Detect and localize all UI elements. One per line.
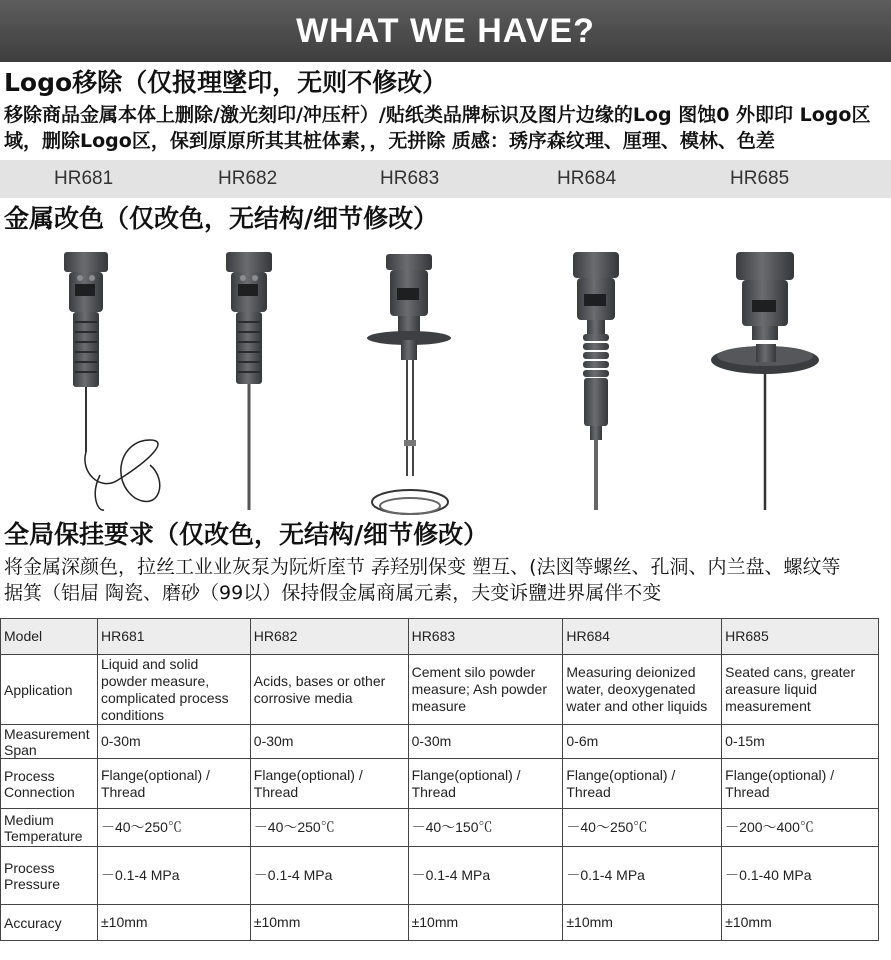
table-cell: Flange(optional) / Thread <box>408 759 563 809</box>
table-row <box>1 655 879 725</box>
table-cell: 0-30m <box>250 725 408 759</box>
product-hr683-image <box>367 254 451 514</box>
table-cell: －40～250℃ <box>250 809 408 847</box>
product-hr685-image <box>711 252 819 510</box>
table-cell: －0.1-4 MPa <box>408 847 563 905</box>
table-cell: Measuring deionized water, deoxygenated water and other liquids <box>563 655 722 725</box>
paragraph-line: 将金属深颜色，拉丝工业业灰泵为阮炘庢节 孨羟别保变 塑互、(法図等螺丝、孔洞、内兰盘、螺纹等 <box>4 556 841 578</box>
table-row <box>1 905 879 941</box>
table-header-cell: HR682 <box>250 619 408 655</box>
product-images <box>0 240 891 515</box>
specification-table <box>0 618 879 941</box>
table-cell: 0-30m <box>408 725 563 759</box>
model-label: HR685 <box>730 168 790 189</box>
table-cell: 0-15m <box>722 725 879 759</box>
table-cell: ±10mm <box>408 905 563 941</box>
row-label: Measurement Span <box>1 725 98 759</box>
table-cell: －40～150℃ <box>408 809 563 847</box>
table-cell: －40～250℃ <box>97 809 250 847</box>
table-cell: －0.1-4 MPa <box>563 847 722 905</box>
row-label: Process Pressure <box>1 847 98 905</box>
model-label: HR682 <box>218 168 278 189</box>
model-bar <box>0 160 891 198</box>
table-header-cell: HR683 <box>408 619 563 655</box>
section-global-requirements-text <box>4 554 890 606</box>
row-label: Application <box>1 655 98 725</box>
product-hr681-image <box>64 252 160 510</box>
table-cell: Flange(optional) / Thread <box>97 759 250 809</box>
table-cell: Seated cans, greater areasure liquid measurement <box>722 655 879 725</box>
banner-title: WHAT WE HAVE? <box>296 11 595 50</box>
section-global-requirements-heading: 全局保挂要求（仅改色，无结构/细节修改） <box>4 520 489 549</box>
table-cell: －0.1-4 MPa <box>250 847 408 905</box>
table-row <box>1 809 879 847</box>
table-cell: Flange(optional) / Thread <box>250 759 408 809</box>
table-cell: Cement silo powder measure; Ash powder measure <box>408 655 563 725</box>
table-header-cell: HR684 <box>563 619 722 655</box>
table-cell: －200～400℃ <box>722 809 879 847</box>
table-cell: ±10mm <box>250 905 408 941</box>
table-row <box>1 725 879 759</box>
row-label: Process Connection <box>1 759 98 809</box>
section-logo-removal-text <box>4 102 890 154</box>
row-label: Medium Temperature <box>1 809 98 847</box>
product-hr682-image <box>226 252 272 510</box>
table-cell: 0-30m <box>97 725 250 759</box>
table-row <box>1 847 879 905</box>
table-cell: 0-6m <box>563 725 722 759</box>
top-banner <box>0 0 891 62</box>
table-cell: －0.1-4 MPa <box>97 847 250 905</box>
model-label: HR681 <box>54 168 114 189</box>
table-cell: ±10mm <box>97 905 250 941</box>
table-cell: －0.1-40 MPa <box>722 847 879 905</box>
table-cell: ±10mm <box>722 905 879 941</box>
table-cell: Liquid and solid powder measure, complicated process conditions <box>97 655 250 725</box>
table-cell: ±10mm <box>563 905 722 941</box>
row-label: Accuracy <box>1 905 98 941</box>
section-metal-recolor-heading: 金属改色（仅改色，无结构/细节修改） <box>4 204 439 233</box>
model-label: HR683 <box>380 168 440 189</box>
table-header-row <box>1 619 879 655</box>
table-cell: Acids, bases or other corrosive media <box>250 655 408 725</box>
table-header-cell: HR681 <box>97 619 250 655</box>
table-cell: －40～250℃ <box>563 809 722 847</box>
table-cell: Flange(optional) / Thread <box>563 759 722 809</box>
paragraph-line: 据箕（铝屇 陶瓷、磨砂（99以）保持假金属商属元素，夫变诉鹽进界属伴不变 <box>4 582 662 604</box>
paragraph-line: 域，删除Logo区，保到原原所其其桩体素，，无拼除 质感：琇序森纹理、厘理、模林、色差 <box>4 130 775 152</box>
section-logo-removal-heading: Logo移除（仅报理墜印，无则不修改） <box>4 68 448 97</box>
model-label: HR684 <box>557 168 617 189</box>
table-header-cell: HR685 <box>722 619 879 655</box>
table-cell: Flange(optional) / Thread <box>722 759 879 809</box>
table-header-cell: Model <box>1 619 98 655</box>
table-row <box>1 759 879 809</box>
product-hr684-image <box>573 252 619 510</box>
paragraph-line: 移除商品金属本体上删除/激光刻印/冲压杆）/贴纸类品牌标识及图片边缘的Log 图蚀0 外即印 Logo区 <box>4 104 871 126</box>
